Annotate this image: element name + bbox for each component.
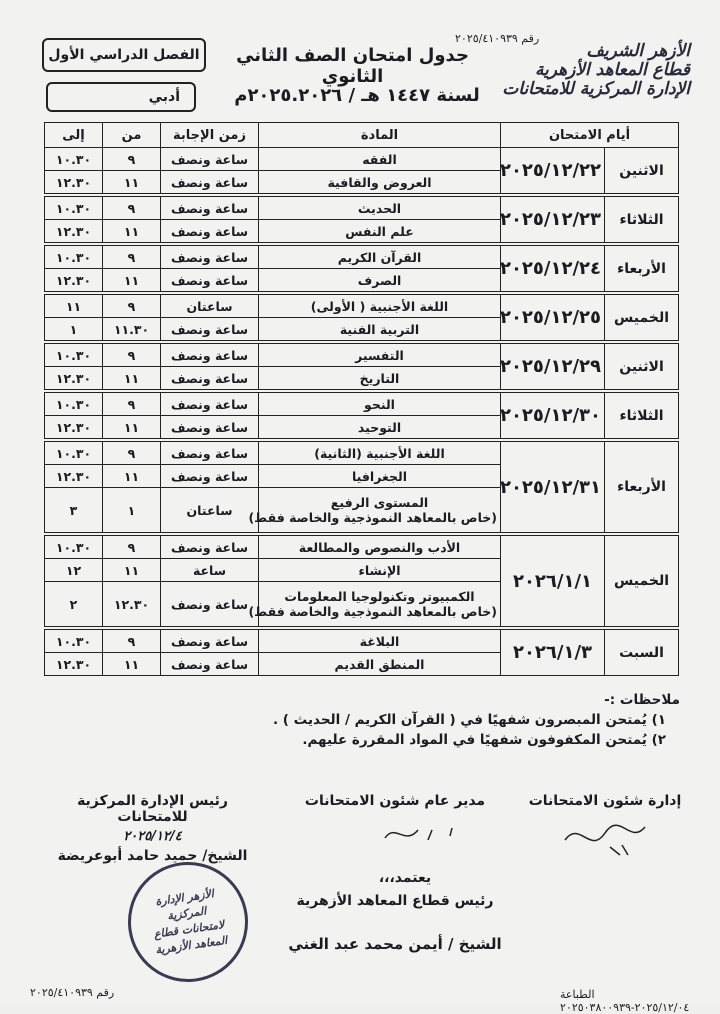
table-row: [45, 246, 679, 269]
table-row: [45, 536, 679, 559]
exam-date: ٢٠٢٦/١/٣: [501, 630, 605, 676]
subject-cell: القرآن الكريم: [259, 246, 501, 269]
table-row: [45, 393, 679, 416]
from-time-cell: ١١: [103, 171, 161, 194]
duration-cell: ساعة ونصف: [161, 393, 259, 416]
exam-day: الاثنين: [605, 344, 679, 390]
header-from: من: [103, 123, 161, 148]
from-time-cell: ٩: [103, 148, 161, 171]
from-time-cell: ١: [103, 488, 161, 533]
subject-cell: النحو: [259, 393, 501, 416]
central-head-signature: [40, 793, 265, 864]
subject-cell: التاريخ: [259, 367, 501, 390]
subject-cell: علم النفس: [259, 220, 501, 243]
exam-date: ٢٠٢٥/١٢/٢٣: [501, 197, 605, 243]
notes-heading: ملاحظات :-: [604, 692, 680, 708]
exam-date: ٢٠٢٦/١/١: [501, 536, 605, 627]
general-manager-signature: [290, 793, 500, 809]
table-header-row: [45, 123, 679, 148]
exam-day: الثلاثاء: [605, 197, 679, 243]
from-time-cell: ١١: [103, 220, 161, 243]
official-seal: الأزهر الإدارة المركزية لامتحانات قطاع المعاهد الأزهرية: [120, 854, 256, 990]
to-time-cell: ١٢.٣٠: [45, 269, 103, 292]
duration-cell: ساعة ونصف: [161, 197, 259, 220]
signature-title: إدارة شئون الامتحانات: [528, 793, 682, 809]
to-time-cell: ١٠.٣٠: [45, 197, 103, 220]
table-row: [45, 442, 679, 465]
from-time-cell: ١١.٣٠: [103, 318, 161, 341]
to-time-cell: ١٢.٣٠: [45, 171, 103, 194]
notes-section: [40, 690, 680, 750]
duration-cell: ساعتان: [161, 295, 259, 318]
subject-cell: العروض والقافية: [259, 171, 501, 194]
logo-line: الإدارة المركزية للامتحانات: [502, 79, 690, 99]
header-duration: زمن الإجابة: [161, 123, 259, 148]
exam-date: ٢٠٢٥/١٢/٣١: [501, 442, 605, 533]
exam-day: الأربعاء: [605, 246, 679, 292]
subject-name: الكمبيوتر وتكنولوجيا المعلومات: [284, 589, 475, 604]
to-time-cell: ١٠.٣٠: [45, 393, 103, 416]
from-time-cell: ١١: [103, 269, 161, 292]
from-time-cell: ٩: [103, 630, 161, 653]
duration-cell: ساعة ونصف: [161, 653, 259, 676]
to-time-cell: ١٢.٣٠: [45, 653, 103, 676]
duration-cell: ساعة ونصف: [161, 367, 259, 390]
reference-number: رقم ٢٠٢٥/٤١٠٩٣٩: [455, 32, 540, 45]
to-time-cell: ٣: [45, 488, 103, 533]
subject-cell: التفسير: [259, 344, 501, 367]
subject-cell: الفقه: [259, 148, 501, 171]
subject-note: (خاص بالمعاهد النموذجية والخاصة فقط): [248, 604, 497, 619]
from-time-cell: ١١: [103, 559, 161, 582]
header-to: إلى: [45, 123, 103, 148]
sector-head-name: الشيخ / أيمن محمد عبد الغني: [288, 935, 502, 953]
exam-day: السبت: [605, 630, 679, 676]
exam-day: الخميس: [605, 536, 679, 627]
handwritten-signature: [560, 815, 650, 860]
to-time-cell: ١٠.٣٠: [45, 630, 103, 653]
header-days: أيام الامتحان: [501, 123, 679, 148]
schedule-body: [45, 148, 679, 676]
to-time-cell: ١١: [45, 295, 103, 318]
logo-line: قطاع المعاهد الأزهرية: [534, 60, 690, 80]
exams-affairs-signature: [520, 793, 690, 809]
from-time-cell: ٩: [103, 442, 161, 465]
subject-cell: التوحيد: [259, 416, 501, 439]
subject-name: المستوى الرفيع: [330, 495, 429, 510]
table-row: [45, 148, 679, 171]
logo-line: الأزهر الشريف: [586, 41, 690, 61]
to-time-cell: ١٢.٣٠: [45, 465, 103, 488]
duration-cell: ساعة ونصف: [161, 171, 259, 194]
table-row: [45, 197, 679, 220]
to-time-cell: ١٠.٣٠: [45, 442, 103, 465]
from-time-cell: ١١: [103, 653, 161, 676]
subject-cell: الإنشاء: [259, 559, 501, 582]
note-item: ١) يُمتحن المبصرون شفهيًا في ( القرآن الكريم / الحديث ) .: [272, 712, 666, 728]
signature-title: مدير عام شئون الامتحانات: [304, 793, 486, 809]
subject-cell: الصرف: [259, 269, 501, 292]
duration-cell: ساعة ونصف: [161, 220, 259, 243]
subject-cell: الحديث: [259, 197, 501, 220]
subject-cell: [248, 582, 501, 627]
subject-cell: البلاغة: [259, 630, 501, 653]
duration-cell: ساعة ونصف: [161, 148, 259, 171]
subject-cell: اللغة الأجنبية ( الأولى): [259, 295, 501, 318]
to-time-cell: ١٠.٣٠: [45, 246, 103, 269]
handwritten-signature: [380, 818, 470, 848]
exam-date: ٢٠٢٥/١٢/٢٤: [501, 246, 605, 292]
azhar-logo: [490, 42, 690, 99]
to-time-cell: ١٠.٣٠: [45, 344, 103, 367]
duration-cell: ساعة ونصف: [161, 344, 259, 367]
duration-cell: ساعة ونصف: [161, 536, 259, 559]
academic-year: لسنة ١٤٤٧ هـ / ٢٠٢٥.٢٠٢٦م: [234, 85, 480, 106]
duration-cell: ساعتان: [161, 488, 259, 533]
note-item: ٢) يُمتحن المكفوفون شفهيًا في المواد المقررة عليهم.: [302, 732, 666, 748]
table-row: [45, 630, 679, 653]
from-time-cell: ٩: [103, 344, 161, 367]
sector-head-title: رئيس قطاع المعاهد الأزهرية: [296, 893, 494, 909]
from-time-cell: ١١: [103, 416, 161, 439]
semester-box: الفصل الدراسي الأول: [42, 38, 206, 72]
exam-date: ٢٠٢٥/١٢/٢٥: [501, 295, 605, 341]
to-time-cell: ٢: [45, 582, 103, 627]
to-time-cell: ١٢.٣٠: [45, 367, 103, 390]
to-time-cell: ١: [45, 318, 103, 341]
exam-date: ٢٠٢٥/١٢/٣٠: [501, 393, 605, 439]
duration-cell: ساعة ونصف: [161, 246, 259, 269]
duration-cell: ساعة: [161, 559, 259, 582]
exam-date: ٢٠٢٥/١٢/٢٢: [501, 148, 605, 194]
exam-schedule-table: [44, 122, 679, 676]
to-time-cell: ١٢.٣٠: [45, 416, 103, 439]
duration-cell: ساعة ونصف: [161, 318, 259, 341]
subject-cell: [248, 488, 501, 533]
header-subject: المادة: [259, 123, 501, 148]
page-title: جدول امتحان الصف الثاني الثانوي: [236, 45, 469, 87]
from-time-cell: ٩: [103, 393, 161, 416]
exam-date: ٢٠٢٥/١٢/٢٩: [501, 344, 605, 390]
duration-cell: ساعة ونصف: [161, 442, 259, 465]
duration-cell: ساعة ونصف: [161, 465, 259, 488]
duration-cell: ساعة ونصف: [161, 630, 259, 653]
subject-cell: المنطق القديم: [259, 653, 501, 676]
subject-cell: التربية الفنية: [259, 318, 501, 341]
subject-note: (خاص بالمعاهد النموذجية والخاصة فقط): [248, 510, 497, 525]
from-time-cell: ١١: [103, 465, 161, 488]
branch-box: أدبي: [46, 82, 196, 112]
to-time-cell: ١٠.٣٠: [45, 536, 103, 559]
subject-cell: الجغرافيا: [259, 465, 501, 488]
from-time-cell: ١٢.٣٠: [103, 582, 161, 627]
exam-day: الخميس: [605, 295, 679, 341]
exam-day: الثلاثاء: [605, 393, 679, 439]
from-time-cell: ١١: [103, 367, 161, 390]
subject-cell: اللغة الأجنبية (الثانية): [259, 442, 501, 465]
exam-day: الاثنين: [605, 148, 679, 194]
footer-reference: رقم ٢٠٢٥/٤١٠٩٣٩: [30, 986, 115, 999]
subject-cell: الأدب والنصوص والمطالعة: [259, 536, 501, 559]
exam-day: الأربعاء: [605, 442, 679, 533]
signature-date: ٢٠٢٥/١٢/٤: [123, 829, 182, 844]
duration-cell: ساعة ونصف: [161, 269, 259, 292]
to-time-cell: ١٢: [45, 559, 103, 582]
from-time-cell: ٩: [103, 295, 161, 318]
duration-cell: ساعة ونصف: [161, 416, 259, 439]
approval-label: يعتمد،،،: [378, 870, 432, 886]
to-time-cell: ١٠.٣٠: [45, 148, 103, 171]
footer-print-ref: الطباعة ٢٠٢٥/١٢/٠٤-٢٠٢٥٠٣٨٠٠٩٣٩: [560, 988, 690, 1014]
signature-title: رئيس الإدارة المركزية للامتحانات: [77, 793, 228, 825]
from-time-cell: ٩: [103, 246, 161, 269]
from-time-cell: ٩: [103, 197, 161, 220]
from-time-cell: ٩: [103, 536, 161, 559]
duration-cell: ساعة ونصف: [161, 582, 259, 627]
signature-name: الشيخ/ حميد حامد أبوعريضة: [57, 848, 248, 864]
to-time-cell: ١٢.٣٠: [45, 220, 103, 243]
table-row: [45, 295, 679, 318]
table-row: [45, 344, 679, 367]
